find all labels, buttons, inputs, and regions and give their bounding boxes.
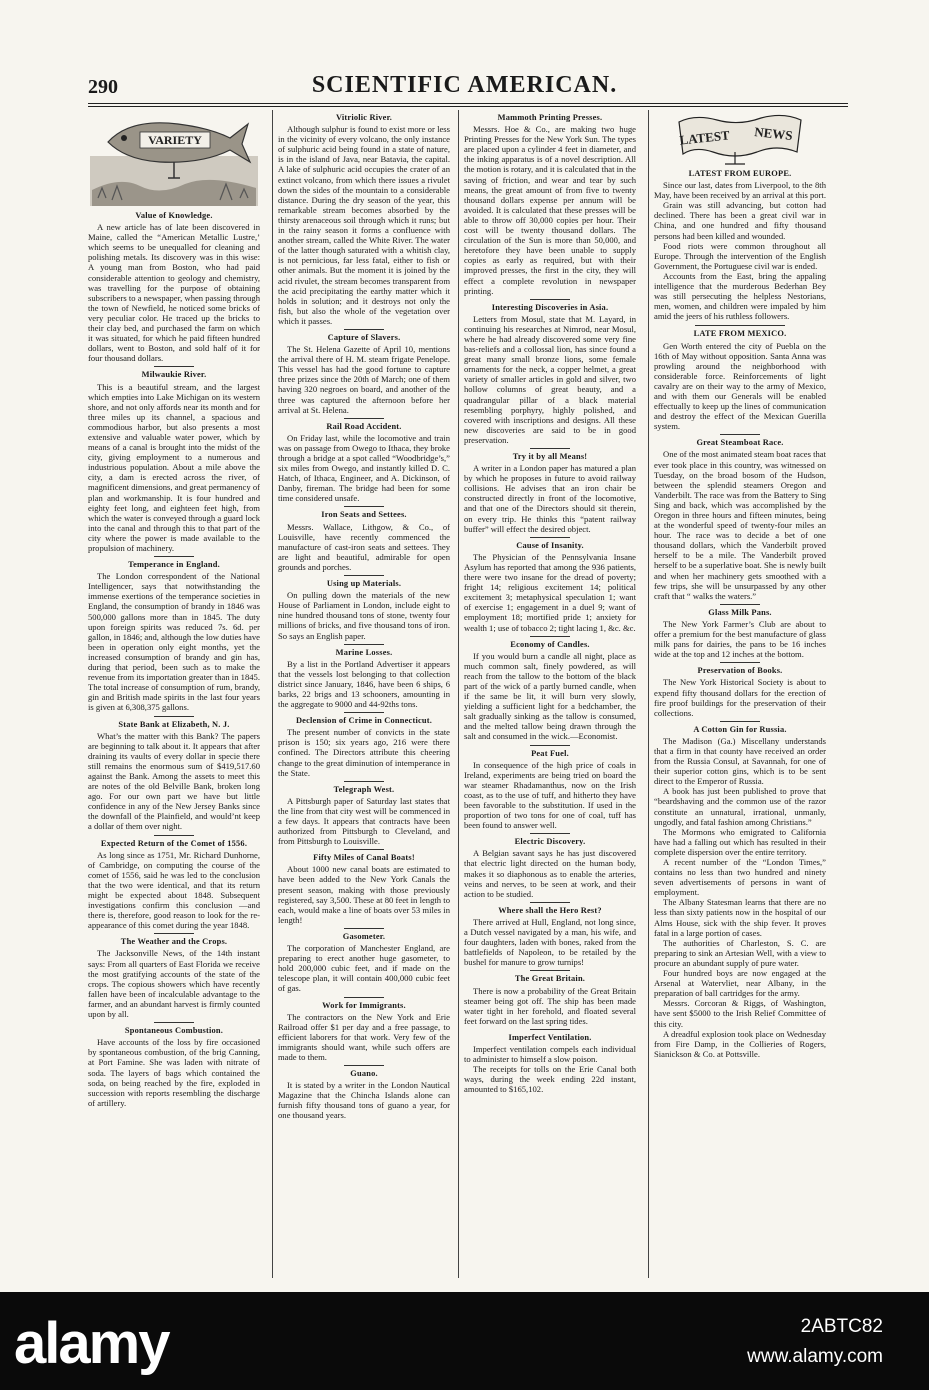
article-heading: Vitriolic River. bbox=[335, 113, 393, 122]
article-heading: Gasometer. bbox=[342, 931, 386, 941]
article bbox=[464, 1029, 636, 1095]
watermark-url: www.alamy.com bbox=[747, 1346, 883, 1367]
article-separator bbox=[344, 418, 384, 419]
article-paragraph: A Belgian savant says he has just discovered that electric light directed on the human body, makes it so diaphonous as to enable the arteries, veins and nerves, to be seen at work, and their action to be studied. bbox=[464, 848, 636, 899]
article bbox=[278, 1065, 450, 1120]
article-separator bbox=[344, 575, 384, 576]
column-2 bbox=[278, 110, 450, 1282]
article-paragraph: The corporation of Manchester England, are preparing to erect another huge gasometer, to hold 200,000 cubic feet, and if made on the telescope plan, it will contain 400,000 cubic feet of gas. bbox=[278, 943, 450, 994]
article bbox=[464, 636, 636, 742]
image-id: 2ABTC82 bbox=[800, 1316, 883, 1337]
article-paragraph: What’s the matter with this Bank? The papers are beginning to talk about it. It appears that after draining its vaults of every dollar in specie there still remains the enormous sum of $419,517.60 against the Bank. Among the assets to meet this are notes of the old Belville Bank, broken long ago. For our own part we have but little confidence in any of the New Jersey Banks since the downfall of the Plainfield, and would’nt keep a dollar of them over night. bbox=[88, 730, 260, 832]
article bbox=[464, 902, 636, 968]
article bbox=[278, 781, 450, 847]
article bbox=[88, 716, 260, 832]
article-paragraph: There is now a probability of the Great Britain steamer being got off. The ship has been made water tight in her forehold, and floated several feet forward on the last spring tides. bbox=[464, 985, 636, 1026]
article-paragraph: The Albany Statesman learns that there are no less than sixty patients now in the hospital of our Alms House, sick with the ship fever. It proves fatal in a large portion of cases. bbox=[654, 897, 826, 938]
article-heading: Expected Return of the Comet of 1556. bbox=[100, 838, 248, 848]
article-paragraph: Letters from Mosul, state that M. Layard, in continuing his researches at Nimrod, near Mosul, where he had already discovered some very fine bas-reliefs and a collossal lion, has since found a great many small bronze lions, some female ornaments for the neck, a copper helmet, a great variety of smaller articles in gold and silver, two hollow columns of great beauty, and a quadrangular pillar of a black material resembling porphyry, highly polished, and covered with inscriptions and designs. All these new discoveries are said to be in good preservation. bbox=[464, 313, 636, 445]
article-heading: A Cotton Gin for Russia. bbox=[693, 724, 787, 734]
article bbox=[88, 1022, 260, 1108]
article-separator bbox=[530, 970, 570, 971]
article-heading: Glass Milk Pans. bbox=[708, 607, 772, 617]
article-separator bbox=[154, 556, 194, 557]
column-3 bbox=[464, 110, 636, 1282]
article-separator bbox=[154, 933, 194, 934]
article-paragraph: The Jacksonville News, of the 14th instant says: From all quarters of East Florida we receive the most gratifying accounts of the state of the crops. The copious showers which have recently fallen have been of incalculable advantage to the farmer, and an abundant harvest is firmly counted upon by all. bbox=[88, 948, 260, 1020]
article bbox=[464, 970, 636, 1025]
article-heading: Peat Fuel. bbox=[531, 748, 569, 758]
article-heading: Rail Road Accident. bbox=[326, 421, 402, 431]
article bbox=[88, 933, 260, 1019]
article-heading: Iron Seats and Settees. bbox=[321, 510, 407, 520]
article bbox=[654, 434, 826, 601]
article-separator bbox=[344, 849, 384, 850]
article-heading: The Great Britain. bbox=[514, 974, 586, 984]
article-paragraph: One of the most animated steam boat races that ever took place in this country, was witnessed on Tuesday, on the broad bosom of the Hudson, between the splendid steamers Oregon and Vanderbilt. The race was from the Battery to Sing Sing and back, which was accomplished by the Oregon in three hours and fifteen minutes, being at the wonderful speed of twenty-four miles an hour. The race was to decide a bet of one thousand dollars, which the Vanderbilt proved herself to be a mile. The Vanderbilt proved herself to be a superlative boat. She is newly built and when her machinery gets smoothed with a few trips, she will be unsurpassed by any other craft that “ walks the waters.” bbox=[654, 449, 826, 601]
article-heading: Milwaukie River. bbox=[141, 370, 207, 380]
article-paragraph: The Physician of the Pennsylvania Insane Asylum has reported that among the 936 patients, there were two insane for the dread of poverty; fright 14; religious excitement 14; political excitement 3; metaphysical speculation 1; want of exercise 1; engagement in a duel 9; want of employment 18; mortified pride 1; anxiety for wealth 1; use of tobacco 2; tight lacing 1, &c. &c. bbox=[464, 551, 636, 633]
article bbox=[278, 113, 450, 326]
article-heading: Where shall the Hero Rest? bbox=[498, 905, 602, 915]
article-separator bbox=[720, 434, 760, 435]
column-divider bbox=[272, 110, 273, 1278]
article-heading: Cause of Insanity. bbox=[516, 540, 584, 550]
article-separator bbox=[344, 712, 384, 713]
column-4-articles bbox=[654, 169, 826, 1059]
article-paragraph: The New York Farmer’s Club are about to offer a premium for the best manufacture of glass milk pans for dairies, the pans to be 16 inches wide at the top and 12 inches at the bottom. bbox=[654, 618, 826, 660]
article-paragraph: If you would burn a candle all night, place as much common salt, finely powdered, as will reach from the tallow to the bottom of the black part of the wick of a partly burned candle, when if the same be lit, it will burn very slowly, yielding a sufficient light for a bedchamber, the salt gradually sinking as the tallow is consumed, and the melted tallow being drawn through the salt and consumed in the wick.—Economist. bbox=[464, 650, 636, 742]
article-heading: Telegraph West. bbox=[333, 784, 395, 794]
article bbox=[654, 662, 826, 717]
article bbox=[278, 575, 450, 641]
article-heading: Temperance in England. bbox=[128, 560, 220, 570]
article-separator bbox=[154, 366, 194, 367]
article-paragraph: About 1000 new canal boats are estimated to have been added to the New York Canals the present season, making with those previously registered, say 3,500. These at 80 feet in length to each, would make a line of boats over 53 miles in length! bbox=[278, 864, 450, 925]
article-separator bbox=[344, 1065, 384, 1066]
article bbox=[464, 537, 636, 633]
article bbox=[278, 418, 450, 504]
article-separator bbox=[530, 1029, 570, 1030]
article-separator bbox=[154, 835, 194, 836]
article-separator bbox=[530, 745, 570, 746]
article bbox=[464, 745, 636, 831]
article bbox=[88, 835, 260, 931]
article-heading: Marine Losses. bbox=[335, 647, 393, 657]
article-separator bbox=[344, 506, 384, 507]
article-paragraph: Messrs. Hoe & Co., are making two huge Printing Presses for the New York Sun. The types are placed upon a cylinder 4 feet in diameter, and the inking apparatus is of a novel description. All the motion is rotary, and it is calculated that in the saving of friction, and wear and tear by such means, the great amount of from five to twenty thousand dollars expense per annum will be avoided. It is calculated that these presses will be able to throw off 30,000 copies per hour. Their cost will be twenty thousand dollars. The circulation of the Sun is more than 50,000, and heretofore they have been unable to supply copies as early as required, but with their improved presses, the first in the city, they will effect a complete revolution in newspaper printing. bbox=[464, 124, 636, 296]
article-heading: Declension of Crime in Connecticut. bbox=[295, 716, 433, 726]
article-paragraph: By a list in the Portland Advertiser it appears that the vessels lost belonging to that collection district since January, 1846, have been 6 ships, 6 barks, 22 brigs and 13 schooners, amounting in the aggregate to 9000 and 44-92ths tons. bbox=[278, 658, 450, 710]
page-number: 290 bbox=[88, 76, 118, 98]
article-heading: Electric Discovery. bbox=[514, 837, 586, 847]
column-divider bbox=[458, 110, 459, 1278]
article bbox=[88, 211, 260, 363]
article-heading: Using up Materials. bbox=[326, 579, 402, 589]
article-separator bbox=[344, 329, 384, 330]
article-paragraph: Messrs. Wallace, Lithgow, & Co., of Louisville, have recently commenced the manufacture of cast-iron seats and settees. They are light and beautiful, admirable for open grounds and porches. bbox=[278, 521, 450, 572]
article bbox=[88, 556, 260, 712]
article-paragraph: Since our last, dates from Liverpool, to the 8th May, have been received by an arrival at this port. bbox=[654, 180, 826, 201]
article bbox=[654, 169, 826, 321]
article-paragraph: A new article has of late been discovered in Maine, called the “American Metallic Lustre,’ which seems to be unequalled for cleaning and polishing metals. Its discovery was in this wise: A young man from Boston, who had paid considerable attention to geology and chemistry, was travelling for the purpose of obtaining subscribers to a newspaper, when passing through the town of Newfield, he noticed some bricks of very peculiar color. He traced up the bricks to their clay bed, and purchased the farm on which it was situated, for which he paid fifteen hundred dollars, went to Boston, and sold half of it for four thousand dollars. bbox=[88, 222, 260, 364]
article-separator bbox=[344, 781, 384, 782]
article bbox=[278, 506, 450, 572]
article-paragraph: Gen Worth entered the city of Puebla on the 16th of May without opposition. Santa Anna was prowling around the neighborhood with considerable force. Reinforcements of light cavalry are on their way to the army of Mexico, and with them our Generals will be enabled effectually to keep up the lines of communication and destroy the effect of the Mexican Guerilla system. bbox=[654, 340, 826, 432]
article bbox=[464, 299, 636, 445]
article-separator bbox=[720, 721, 760, 722]
article-heading: Try it by all Means! bbox=[512, 452, 588, 461]
article-paragraph: The Madison (Ga.) Miscellany understands that a firm in that county have received an order from the Russia Consul, at Savannah, for one of their superior cotton gins, which is to be sent direct to the Emperor of Russia. bbox=[654, 735, 826, 787]
article-paragraph: The London correspondent of the National Intelligencer, says that notwithstanding the immense exertions of the temperance societies in England, the consumption of brandy in 1846 was 500,000 gallons more than in 1845. The duty upon foreign spirits was reduced 7s. 6d. per gallon, in 1846; and, although the low duties have been in operation only eight months, yet the increased consumption of brandy and gin has, during that period, been such as to make the revenue from its importation greater than in 1845. The total increase of consumption of rum, brandy, gin and British made spirits in the last four years is given at 6,308,375 gallons. bbox=[88, 571, 260, 713]
article-paragraph: Accounts from the East, bring the appaling intelligence that the murderous Bederhan Bey was still persecuting the helpless Nestorians, men, women, and children were impaled by him amid the jeers of his ruthless followers. bbox=[654, 270, 826, 322]
article-heading: The Weather and the Crops. bbox=[120, 937, 228, 947]
article-paragraph: The authorities of Charleston, S. C. are preparing to sink an Artesian Well, with a view to procure an abundant supply of pure water. bbox=[654, 937, 826, 968]
article-heading: Spontaneous Combustion. bbox=[124, 1026, 224, 1036]
article-separator bbox=[344, 997, 384, 998]
article-heading: Capture of Slavers. bbox=[327, 332, 401, 342]
article bbox=[654, 721, 826, 1059]
column-1-articles bbox=[88, 211, 260, 1108]
article-paragraph: The contractors on the New York and Erie Railroad offer $1 per day and a free passage, to efficient laborers for that work. Very few of the immigrants should want, while such offers are made to them. bbox=[278, 1011, 450, 1062]
article bbox=[464, 448, 636, 534]
article bbox=[278, 644, 450, 710]
article bbox=[278, 712, 450, 778]
latest-text: LATEST bbox=[678, 127, 731, 148]
column-4 bbox=[654, 110, 826, 1282]
article-separator bbox=[530, 537, 570, 538]
article-separator bbox=[154, 716, 194, 717]
article-paragraph: On Friday last, while the locomotive and train was on passage from Owego to Ithaca, they broke through a bridge at a spot called “Woodbridge’s,” six miles from Owego, and instantly killed D. C. Hatch, of Ithaca, Engineer, and A. Dickinson, of Danby, fireman. The bridge had been for some time considered unsafe. bbox=[278, 432, 450, 504]
article-heading: Value of Knowledge. bbox=[135, 211, 213, 220]
article bbox=[88, 366, 260, 553]
article-paragraph: Imperfect ventilation compels each individual to administer to himself a slow poison. bbox=[464, 1043, 636, 1065]
article-paragraph: This is a beautiful stream, and the largest which empties into Lake Michigan on its western shore, and not only affords near its month and for three miles up its channel, a spacious and commodious harbor, but also presents a most extensive and valuable water power, which by means of a canal is brought into the midst of the city, giving employment to a numerous and industrious population. About a mile above the city, a dam is erected across the river, of magnificent dimensions, and great permanency of plan and workmanship. It is four hundred and eighty feet long, and eighteen feet high, from which the water is conveyed through a guard lock into the canal and through this to that part of the city where the power is made available to the propulsion of machinery. bbox=[88, 381, 260, 553]
masthead-rule bbox=[88, 103, 848, 104]
article bbox=[278, 928, 450, 994]
article-paragraph: The receipts for tolls on the Erie Canal both ways, during the week ending 22d instant, amounted to $165,102. bbox=[464, 1064, 636, 1095]
article-separator bbox=[530, 299, 570, 300]
watermark-logo: alamy bbox=[14, 1311, 169, 1376]
article-heading: Guano. bbox=[350, 1069, 378, 1079]
article-separator bbox=[344, 928, 384, 929]
latest-news-banner bbox=[675, 112, 805, 166]
article-paragraph: Grain was still advancing, but cotton had declined. There has been a great civil war in China, and one hundred and fifty thousand persons had been killed and wounded. bbox=[654, 200, 826, 241]
variety-fish-logo bbox=[90, 112, 258, 208]
article bbox=[278, 997, 450, 1063]
article-paragraph: The New York Historical Society is about to expend fifty thousand dollars for the erection of fire proof buildings for the preservation of their collections. bbox=[654, 677, 826, 718]
article-separator bbox=[530, 833, 570, 834]
article-heading: LATEST FROM EUROPE. bbox=[688, 169, 792, 178]
column-3-articles bbox=[464, 113, 636, 1094]
article-paragraph: It is stated by a writer in the London Nautical Magazine that the Chincha Islands alone can furnish fifty thousand tons of guano a year, for one thousand years. bbox=[278, 1080, 450, 1121]
article-heading: Great Steamboat Race. bbox=[696, 438, 784, 448]
article-separator bbox=[530, 902, 570, 903]
article-separator bbox=[720, 604, 760, 605]
article-separator bbox=[154, 1022, 194, 1023]
article-heading: Imperfect Ventilation. bbox=[508, 1032, 592, 1042]
column-2-articles bbox=[278, 113, 450, 1121]
masthead-title: SCIENTIFIC AMERICAN. bbox=[311, 72, 618, 98]
article bbox=[654, 604, 826, 659]
article bbox=[464, 833, 636, 899]
article-heading: Preservation of Books. bbox=[697, 666, 783, 676]
article-heading: State Bank at Elizabeth, N. J. bbox=[118, 719, 230, 729]
article-heading: Fifty Miles of Canal Boats! bbox=[313, 853, 415, 863]
article-paragraph: Food riots were common throughout all Europe. Through the intervention of the English Government, the Portuguese civil war is ended. bbox=[654, 240, 826, 271]
column-divider bbox=[648, 110, 649, 1278]
article-heading: Interesting Discoveries in Asia. bbox=[491, 302, 609, 312]
variety-logo-text: VARIETY bbox=[148, 133, 202, 147]
article-paragraph: The Mormons who emigrated to California have had a falling out which has resulted in their complete dispersion over the entire territory. bbox=[654, 826, 826, 857]
article-paragraph: A writer in a London paper has matured a plan by which he proposes in future to avoid railway collisions. He advises that an iron chair be constructed directly in front of the locomotive, and that one of the Directors should sit therein, on every trip. He thinks this “patent railway buffer” will effect the desired object. bbox=[464, 463, 636, 534]
article-paragraph: A recent number of the “London Times,” contains no less than two hundred and ninety seven advertisements of persons in want of employment. bbox=[654, 857, 826, 898]
article-heading: Economy of Candles. bbox=[510, 639, 590, 649]
article-paragraph: A dreadful explosion took place on Wednesday from Fire Damp, in the Collieries of Rogers, Sianickson & Co. at Pottsville. bbox=[654, 1028, 826, 1059]
article-paragraph: As long since as 1751, Mr. Richard Dunhorne, of Cambridge, on computing the course of the comet of 1556, said he was led to the conclusion that the two were identical, and that its return might be expected about 1848. Subsequent investigations confirm this conclusion —and there is, therefore, good reason to look for the re-appearance of this comet during the year 1848. bbox=[88, 849, 260, 931]
article-paragraph: A Pittsburgh paper of Saturday last states that the line from that city west will be commenced in a few days. It appears that contracts have been authorized from Pittsburgh to Cleveland, and from Pittsburgh to Louisville. bbox=[278, 795, 450, 847]
article-paragraph: A book has just been published to prove that “beardshaving and the common use of the razor constitute an unnatural, irrational, unmanly, ungodly, and fatal fashion among Christians.” bbox=[654, 786, 826, 827]
article-heading: Work for Immigrants. bbox=[322, 1000, 406, 1010]
article-paragraph: Have accounts of the loss by fire occasioned by spontaneous combustion, of the brig Canning, at Port Famine. She was laden with nitrate of soda. The layers of bags which contained the soda, on being reached by the fire, exploded in succession with reports resembling the discharge of artillery. bbox=[88, 1037, 260, 1108]
article-separator bbox=[720, 662, 760, 663]
article-separator bbox=[530, 448, 570, 449]
article-paragraph: On pulling down the materials of the new House of Parliament in London, include eight to nine hundred thousand tons of stone, twenty four millions of bricks, and five thousand tons of iron. So says an English paper. bbox=[278, 590, 450, 641]
article bbox=[654, 325, 826, 431]
masthead-rule-thin bbox=[88, 106, 848, 107]
article bbox=[464, 113, 636, 296]
article-paragraph: Although sulphur is found to exist more or less in the vicinity of every volcano, the only instance of sulphuric acid being found in a state of nature, is in the island of Java, near Batavia, the capital. A lake of sulphuric acid occupies the crater of an extinct volcano, from which there issues a rivulet down the sides of the mountain to a considerable distance. During the dry season of the year, this remarkable stream becomes absorbed by the thirsty arenaceous soil through which it runs; but in the rainy season it forms a confluence with another stream, called the White River. The water of the latter though saturated with a whitish clay, is not pernicious, far less fatal, either to fish or other animals. But the moment it is joined by the acid rivulet, the stream becomes transparent from the acid precipitating the earthy matter which it holds in solution; and it destroys not only the fish, but also the whole of the vegetation over which it passes. bbox=[278, 124, 450, 326]
article-heading: LATE FROM MEXICO. bbox=[693, 329, 787, 339]
article-paragraph: There arrived at Hull, England, not long since, a Dutch vessel navigated by a man, his wife, and four daughters, laden with bones, raked from the battlefields of Napoleon, to be retailed by the bushel for manure to grow turnips! bbox=[464, 916, 636, 968]
article bbox=[278, 329, 450, 415]
news-text: NEWS bbox=[753, 124, 794, 143]
article-paragraph: Messrs. Corcoran & Riggs, of Washington, have sent $5000 to the Irish Relief Committee of this city. bbox=[654, 998, 826, 1029]
article-paragraph: Four hundred boys are now engaged at the Arsenal at Watervliet, near Albany, in the preparation of ball cartridges for the army. bbox=[654, 968, 826, 999]
article-paragraph: In consequence of the high price of coals in Ireland, experiments are being tried on board the war steamer Rhadamanthus, now on the Irish coast, as to the use of tuff, and hitherto they have been favorable to the substitution. If used in the proportion of two tons for one of coal, tuff has been found to answer well. bbox=[464, 759, 636, 831]
article-separator bbox=[695, 325, 785, 326]
article-separator bbox=[530, 636, 570, 637]
article-paragraph: The present number of convicts in the state prison is 150; six years ago, 216 were there confined. The Directors attribute this cheering change to the great diminution of intemperance in the State. bbox=[278, 727, 450, 778]
article-separator bbox=[344, 644, 384, 645]
article bbox=[278, 849, 450, 925]
column-1 bbox=[88, 110, 260, 1282]
article-heading: Mammoth Printing Presses. bbox=[497, 113, 603, 122]
article-paragraph: The St. Helena Gazette of April 10, mentions the arrival there of H. M. steam frigate Penelope. This vessel has had the good fortune to capture three prizes since the 20th of March; one of them having 320 negroes on board, and another of the three was captured the afternoon before her arrival at St. Helena. bbox=[278, 344, 450, 415]
